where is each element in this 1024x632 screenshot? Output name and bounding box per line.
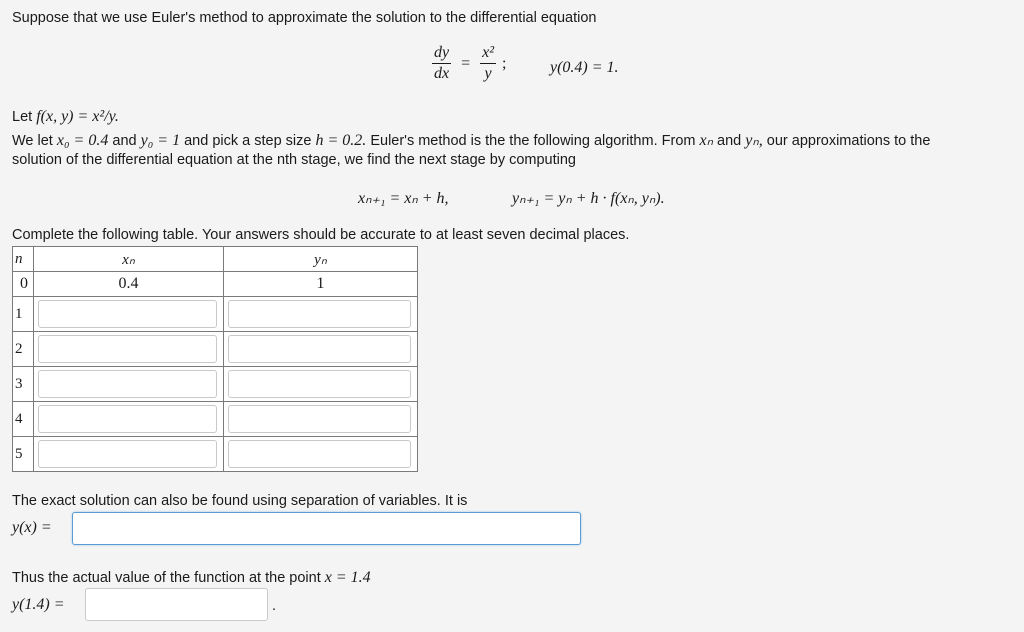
xn-symbol: xₙ (699, 132, 713, 149)
table-instruction: Complete the following table. Your answers should be accurate to at least seven decimal places. (12, 227, 630, 243)
x-update-formula: xₙ₊₁ = xₙ + h, (358, 190, 449, 207)
intro-text: Suppose that we use Euler's method to approximate the solution to the differential equation (12, 10, 597, 26)
x1-input[interactable] (38, 300, 217, 328)
x0-value: x₀ = 0.4 (56, 132, 109, 149)
row-index: 1 (13, 297, 34, 332)
setup-text-3: and pick a step size (184, 133, 312, 149)
initial-condition: y(0.4) = 1. (550, 59, 619, 76)
row-index: 0 (13, 272, 34, 297)
row-index: 5 (13, 437, 34, 472)
y3-cell (224, 367, 418, 402)
ode-lhs-num: dy (432, 44, 451, 64)
x2-cell (34, 332, 224, 367)
x3-cell (34, 367, 224, 402)
setup-line-1 (12, 130, 930, 150)
y0-cell: 1 (224, 272, 418, 297)
ode-rhs-num: x² (480, 44, 496, 64)
x4-cell (34, 402, 224, 437)
table-row (13, 437, 418, 472)
header-yn: yₙ (224, 247, 418, 272)
header-xn: xₙ (34, 247, 224, 272)
x1-cell (34, 297, 224, 332)
ode-separator: ; (502, 54, 507, 72)
header-n: n (13, 247, 34, 272)
actual-value-text: Thus the actual value of the function at the point (12, 570, 321, 586)
y1-cell (224, 297, 418, 332)
y2-cell (224, 332, 418, 367)
setup-line-2: solution of the differential equation at the nth stage, we find the next stage by computing (12, 152, 576, 168)
ode-lhs-fraction (432, 44, 451, 83)
row-index: 2 (13, 332, 34, 367)
evaluation-point: x = 1.4 (324, 569, 371, 586)
y5-cell (224, 437, 418, 472)
table-header-row (13, 247, 418, 272)
y-update-formula: yₙ₊₁ = yₙ + h · f(xₙ, yₙ). (512, 190, 665, 207)
exact-solution-input[interactable] (72, 512, 581, 545)
ode-rhs-den: y (484, 65, 492, 82)
setup-text-2: and (112, 133, 137, 149)
actual-value-label: y(1.4) = (12, 596, 65, 613)
y4-cell (224, 402, 418, 437)
x5-cell (34, 437, 224, 472)
row-index: 3 (13, 367, 34, 402)
f-definition: f(x, y) = x²/y. (36, 108, 119, 125)
table-row (13, 297, 418, 332)
x5-input[interactable] (38, 440, 217, 468)
actual-value-input[interactable] (85, 588, 268, 621)
ode-rhs-fraction (480, 44, 496, 83)
y1-input[interactable] (228, 300, 411, 328)
y5-input[interactable] (228, 440, 411, 468)
table-row (13, 402, 418, 437)
x2-input[interactable] (38, 335, 217, 363)
yn-symbol: yₙ, (745, 132, 763, 149)
setup-text-6: our approximations to the (766, 133, 931, 149)
setup-text-1: We let (12, 133, 53, 149)
setup-text-4: Euler's method is the the following algorithm. From (370, 133, 696, 149)
ode-equation: $\frac{dy}{dx}$ = $\frac{\text{x²}}{y}$ ; (434, 44, 507, 82)
y4-input[interactable] (228, 405, 411, 433)
let-f-line (12, 108, 119, 126)
actual-value-line (12, 569, 371, 587)
step-size: h = 0.2. (315, 132, 367, 149)
actual-value-period: . (272, 598, 277, 614)
x3-input[interactable] (38, 370, 217, 398)
setup-text-5: and (717, 133, 742, 149)
y3-input[interactable] (228, 370, 411, 398)
table-row (13, 367, 418, 402)
exact-solution-label: y(x) = (12, 519, 52, 536)
table-row (13, 272, 418, 297)
row-index: 4 (13, 402, 34, 437)
table-row (13, 332, 418, 367)
exact-solution-text: The exact solution can also be found using separation of variables. It is (12, 493, 468, 509)
x0-cell: 0.4 (34, 272, 224, 297)
let-f-prefix: Let (12, 109, 33, 125)
y2-input[interactable] (228, 335, 411, 363)
y0-value: y₀ = 1 (140, 132, 181, 149)
x4-input[interactable] (38, 405, 217, 433)
ode-lhs-den: dx (434, 65, 450, 82)
euler-table (12, 246, 418, 472)
